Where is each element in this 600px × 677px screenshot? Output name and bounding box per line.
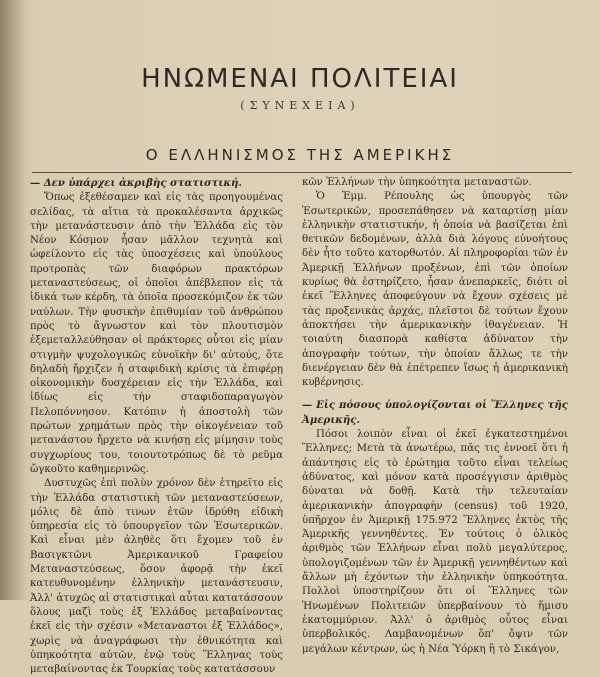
section-title: Ο ΕΛΛΗΝΙΣΜΟΣ ΤΗΣ ΑΜΕΡΙΚΗΣ: [145, 146, 455, 164]
right-paragraph-3: Πόσοι λοιπὸν εἶναι οἱ ἐκεῖ ἐγκατεστημένοι Ἕλληνες; Μετὰ τὰ ἀνωτέρω, πᾶς τις ἐννοεῖ ὅτι ἡ ἀπάντησις εἰς τὸ ἐρώτημα τοῦτο εἶναι τελείως ἀδύνατος, καὶ μόνον κατὰ προσέγγισιν ἀριθμὸς δύναται νὰ δοθῇ. Κατὰ τὴν τελευταίαν ἀμερικανικὴν ἀπογραφὴν (census) τοῦ 1920, ὑπῆρχον ἐν Ἀμερικῇ 175.972 Ἕλληνες ἐκτὸς τῆς Ἀμερικῆς γεννηθέντες. Ἐν τούτοις ὁ ὁλικὸς ἀριθμὸς τῶν Ἑλλήνων εἶναι πολὺ μεγαλύτερος, ὑπολογιζομένων τῶν ἐν Ἀμερικῇ γεννηθέντων καὶ ἄλλων μὴ ἐχόντων τὴν ἑλληνικὴν ὑπηκοότητα. Πολλοὶ ὑποστηρίζουν ὅτι οἱ Ἕλληνες τῶν Ἡνωμένων Πολιτειῶν ὑπερβαίνουν τὸ ἥμισυ ἑκατομμύριον. Ἀλλ' ὁ ἀριθμὸς οὗτος εἶναι ὑπερβολικός. Λαμβανομένων ὅπ' ὄψιν τῶν μεγάλων κέντρων, ὡς ἡ Νέα Ὑόρκη ἢ τὸ Σικάγον,: [302, 429, 568, 655]
left-paragraph-1: Ὅπως ἐξεθέσαμεν καὶ εἰς τὰς προηγουμένας σελίδας, τὰ αἴτια τὰ προκαλέσαντα ἀρχικῶς τὴν μετανάστευσιν ἀπὸ τὴν Ἑλλάδα εἰς τὸν Νέον Κόσμον ἦσαν μᾶλλον τεχνητὰ καὶ ὠφείλοντο εἰς τὰς ὑποσχέσεις καὶ ὑπούλους προτροπὰς τῶν διαφόρων πρακτόρων μεταναστεύσεως, οἱ ὁποῖοι ἀπέβλεπον εἰς τὰ ἰδικά των κέρδη, τὰ ὁποῖα προσεκόμιζον ἐκ τῶν ναύλων. Τὴν φυσικὴν ἐπιθυμίαν τοῦ ἀνθρώπου πρὸς τὸ ἄγνωστον καὶ τὸν πλουτισμὸν ἐξεμεταλλεύθησαν οἱ πράκτορες οὗτοι εἰς μίαν στιγμὴν ψυχολογικῶς εὐνοϊκὴν δι' αὐτούς, ὅτε δηλαδὴ ἤρχιζεν ἡ σταφιδικὴ κρίσις τὰ ἐπιφέρῃ οἰκονομικὴν δυσχέρειαν εἰς τὴν Ἑλλάδα, καὶ ἰδίως εἰς τὴν σταφιδοπαραγωγὸν Πελοπόννησον. Κατόπιν ἡ ἀποστολὴ τῶν πρώτων χρημάτων πρὸς τὴν οἰκογένειαν τοῦ μετανάστου ἤρχετο νὰ κινήσῃ εἰς μίμησιν τοὺς συγχωρίους του, τοιουτοτρόπως δὲ τὸ ρεῦμα ὤγκοῦτο καθημερινῶς.: [30, 192, 283, 475]
section-divider: [32, 172, 572, 173]
right-paragraph-1: κῶν Ἑλλήνων τὴν ὑπηκοότητα μεταναστῶν.: [302, 177, 532, 188]
right-column-heading: — Εἰς πόσους ὑπολογίζονται οἱ Ἕλληνες τῆς Ἀμερικῆς.: [302, 399, 568, 426]
left-paragraph-2: Δυστυχῶς ἐπὶ πολὺν χρόνον δὲν ἐτηρεῖτο εἰς τὴν Ἑλλάδα στατιστικὴ τῶν μεταναστεύσεων, μόλις δὲ ἀπὸ τινων ἐτῶν ἱδρύθη εἰδικὴ ὑπηρεσία εἰς τὸ ὑπουργεῖον τῶν Ἐσωτερικῶν. Καὶ εἶναι μὲν ἀληθὲς ὅτι ἔχομεν τοῦ ἐν Βασιγκτῶνι Ἀμερικανικοῦ Γραφείου Μεταναστεύσεως, ὅσον ἀφορᾷ τὴν ἐκεῖ κατευθυνομένην ἑλληνικὴν μετανάστευσιν, Ἀλλ' ἀτυχῶς αἱ στατιστικαὶ αὗται κατατάσσουν ὅλους μαζὶ τοὺς ἐξ Ἑλλάδος μεταβαίνοντας ἐκεῖ εἰς τὴν σχέσιν «Μεταναστοι ἐξ Ἑλλάδος», χωρὶς νὰ ἀναγράφωσι τὴν ἐθνικότητα καὶ ὑπηκοότητα αὐτῶν, ἐνῷ τοὺς Ἕλληνας τοὺς μεταβαίνοντας ἐκ Τουρκίας τοὺς κατατάσσουν: [30, 478, 283, 676]
left-column: [30, 176, 283, 677]
right-paragraph-2: Ὁ Ἐμμ. Ρέπουλης ὡς ὑπουργὸς τῶν Ἐσωτερικῶν, προσεπάθησεν νὰ καταρτίσῃ μίαν ἑλληνικὴν στατιστικήν, ἡ ὁποία νὰ βασίζεται ἐπὶ θετικῶν δεδομένων, ἀλλὰ διὰ λόγους εὐνοήτους δὲν ἦτο τοῦτο κατορθωτόν. Αἱ πληροφορίαι τῶν ἐν Ἀμερικῇ Ἑλλήνων προξένων, ἐπὶ τῶν ὁποίων κυρίως θὰ ἐστηρίζετο, ἦσαν ἀνεπαρκεῖς, διότι οἱ ἐκεῖ Ἕλληνες ἀποφεύγουν νὰ ἔχουν σχέσεις μὲ τὰς προξενικὰς ἀρχάς, πλεῖστοι δὲ τούτων ἔχουν ἀποκτήσει τὴν ἀμερικανικὴν ἰθαγένειαν. Ἡ τοιαύτη διασπορὰ καθίστα ἀδύνατον τὴν ἀπογραφὴν τούτων, τὴν ὁποίαν ἄλλως τε τὴν διενέργειαν δὲν θὰ ἐπέτρεπεν ἴσως ἡ ἀμερικανικὴ κυβέρνησις.: [302, 191, 568, 389]
page-subtitle: (ΣΥΝΕΧΕΙΑ): [240, 99, 360, 112]
right-column: [302, 176, 568, 657]
left-column-heading: — Δεν ὑπάρχει ἀκριβὴς στατιστική.: [30, 177, 242, 189]
page-title: ΗΝΩΜΕΝΑΙ ΠΟΛΙΤΕΙΑΙ: [141, 64, 459, 94]
